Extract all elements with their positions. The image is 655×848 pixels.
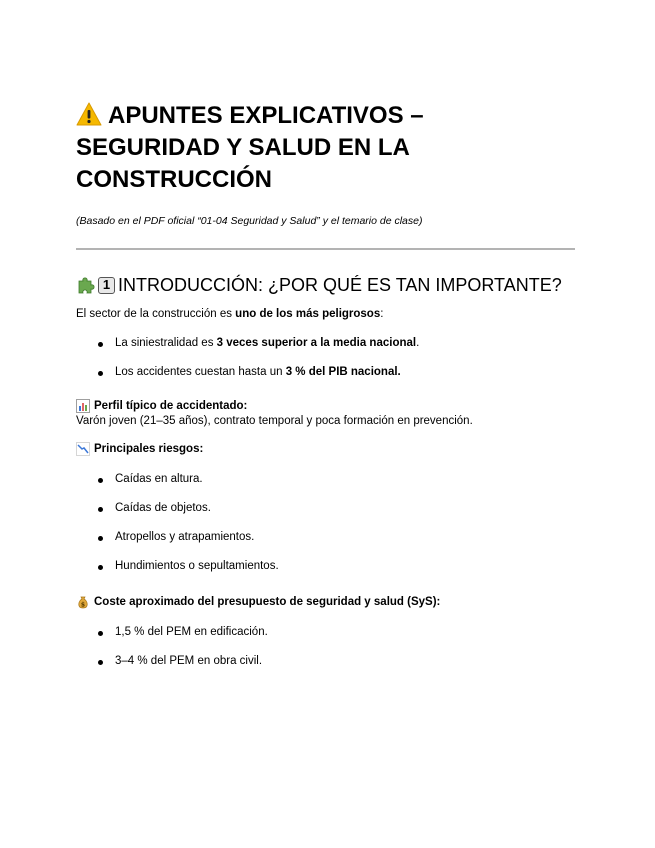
intro-text: El sector de la construcción es [76, 308, 236, 320]
document-title [76, 100, 576, 196]
cost-text: del PEM en obra civil. [147, 655, 263, 667]
warning-icon [76, 102, 102, 126]
list-item: Caídas en altura. [76, 473, 576, 485]
cost-text: del PEM en edificación. [144, 626, 268, 638]
cost-value: 3–4 % [115, 655, 148, 667]
list-item: Caídas de objetos. [76, 502, 576, 514]
section-heading-text: INTRODUCCIÓN: ¿POR QUÉ ES TAN IMPORTANTE? [118, 275, 562, 295]
bullet-bold: 3 veces superior a la media nacional [216, 337, 417, 349]
title-line-1: APUNTES EXPLICATIVOS – [108, 102, 424, 129]
bullet-text: Los accidentes cuestan hasta un [115, 366, 286, 378]
profile-text: Varón joven (21–35 años), contrato temporal y poca formación en prevención. [76, 415, 473, 427]
list-item [76, 366, 576, 378]
cost-label [76, 595, 576, 609]
cost-label-text: Coste aproximado del presupuesto de seguridad y salud (SyS): [94, 596, 441, 608]
list-item [76, 337, 576, 349]
intro-suffix: : [380, 308, 384, 320]
keycap-1-icon: 1 [98, 277, 115, 294]
intro-paragraph [76, 308, 576, 320]
bar-chart-icon [76, 399, 90, 413]
risks-label-text: Principales riesgos: [94, 443, 204, 455]
list-item: Hundimientos o sepultamientos. [76, 560, 576, 572]
profile-label-text: Perfil típico de accidentado: [94, 400, 248, 412]
puzzle-icon [76, 275, 96, 295]
horizontal-divider [76, 248, 575, 250]
money-bag-icon [76, 595, 90, 609]
intro-bold: uno de los más peligrosos [235, 308, 381, 320]
profile-label [76, 399, 576, 413]
section-heading [76, 274, 576, 296]
intro-bullet-list [76, 337, 576, 378]
cost-bullet-list [76, 626, 576, 667]
document-subtitle: (Basado en el PDF oficial “01-04 Seguridad y Salud” y el temario de clase) [76, 215, 423, 227]
title-line-3: CONSTRUCCIÓN [76, 166, 272, 193]
chart-decreasing-icon [76, 442, 90, 456]
list-item [76, 655, 576, 667]
list-item: Atropellos y atrapamientos. [76, 531, 576, 543]
svg-text:$: $ [80, 601, 86, 609]
list-item [76, 626, 576, 638]
bullet-text: La siniestralidad es [115, 337, 217, 349]
bullet-bold: 3 % del PIB nacional. [285, 366, 401, 378]
cost-value: 1,5 % [115, 626, 145, 638]
document-page [76, 100, 576, 667]
risks-label [76, 442, 576, 456]
bullet-suffix: . [416, 337, 420, 349]
title-line-2: SEGURIDAD Y SALUD EN LA [76, 134, 410, 161]
risks-bullet-list [76, 473, 576, 572]
